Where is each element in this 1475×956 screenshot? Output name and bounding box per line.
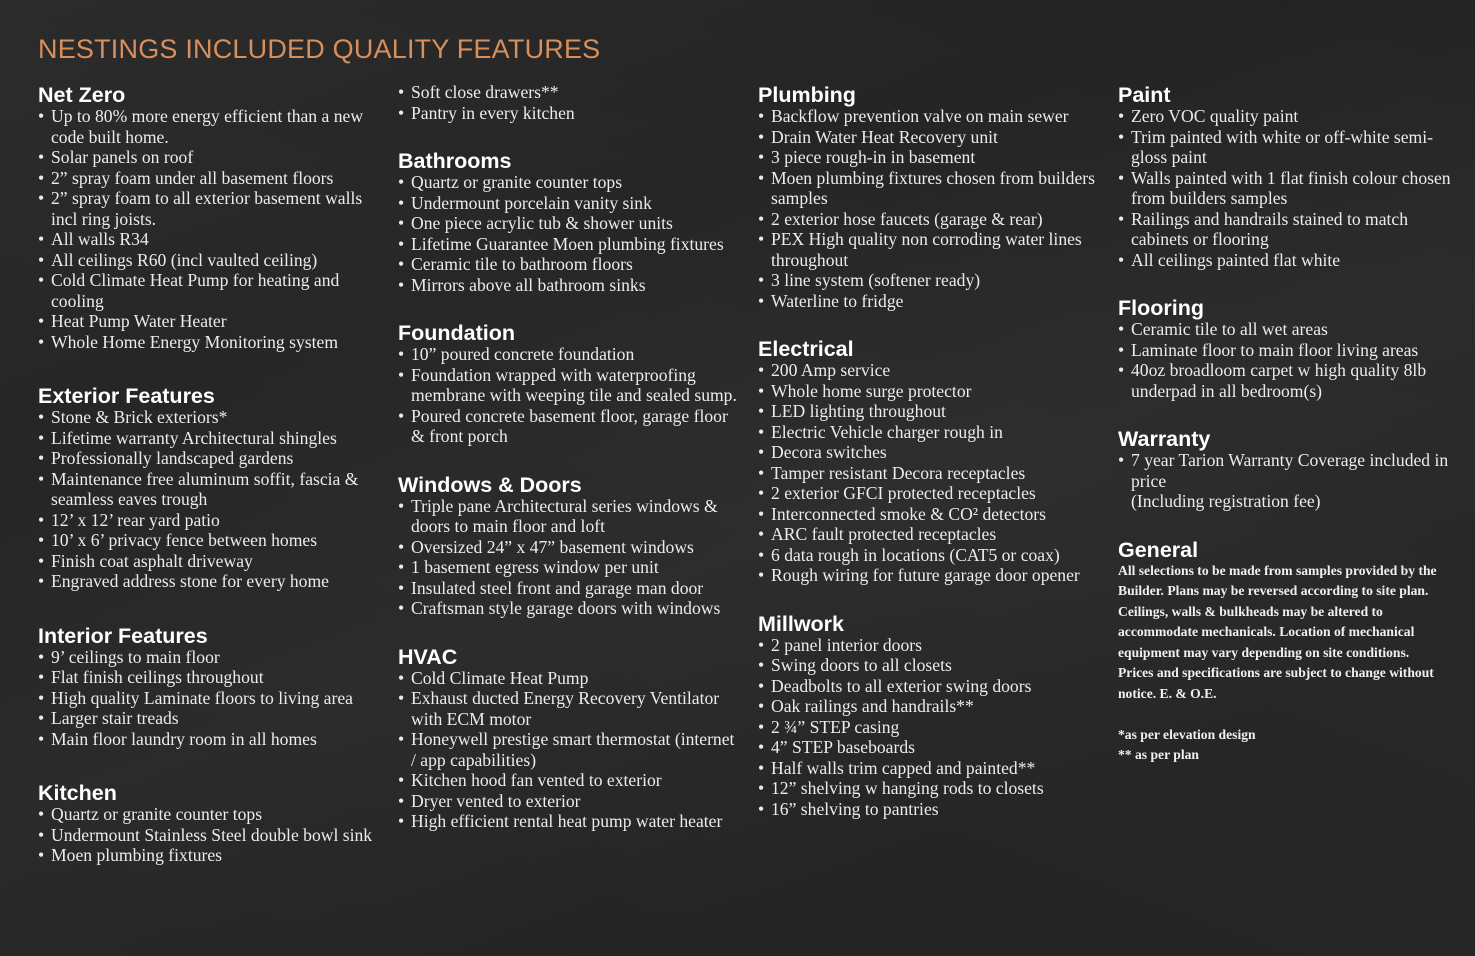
section-windows-doors xyxy=(398,470,743,619)
feature-item: • Decora switches xyxy=(758,442,1103,463)
general-disclaimer: All selections to be made from samples provided by the Builder. Plans may be reversed according to site plan. Ceilings, walls & bulkheads may be altered to accommodate mechanicals. Location of mechanical equipment may vary depending on site conditions. Prices and specifications are subject to change without notice. E. & O.E. xyxy=(1118,562,1437,702)
feature-item: • Undermount Stainless Steel double bowl sink xyxy=(38,825,378,846)
section-heading: General xyxy=(1118,537,1199,562)
feature-item: • Half walls trim capped and painted** xyxy=(758,758,1103,779)
feature-item: • Zero VOC quality paint xyxy=(1118,106,1458,127)
feature-item: • 1 basement egress window per unit xyxy=(398,557,743,578)
feature-item: • Railings and handrails stained to match cabinets or flooring xyxy=(1118,209,1458,250)
feature-list xyxy=(38,804,378,866)
feature-item: • Lifetime Guarantee Moen plumbing fixtures xyxy=(398,234,743,255)
section-hvac xyxy=(398,642,743,832)
feature-item: • 3 piece rough-in in basement xyxy=(758,147,1103,168)
feature-item: • 2 panel interior doors xyxy=(758,635,1103,656)
feature-item: • Whole home surge protector xyxy=(758,381,1103,402)
feature-list xyxy=(38,106,378,352)
feature-item: • Deadbolts to all exterior swing doors xyxy=(758,676,1103,697)
feature-list xyxy=(398,344,743,447)
section-flooring xyxy=(1118,293,1458,401)
section-kitchen-continued xyxy=(398,82,743,123)
feature-item: • Maintenance free aluminum soffit, fascia & seamless eaves trough xyxy=(38,469,378,510)
feature-item: • Professionally landscaped gardens xyxy=(38,448,378,469)
feature-item: • 2” spray foam under all basement floors xyxy=(38,168,378,189)
feature-item: • One piece acrylic tub & shower units xyxy=(398,213,743,234)
feature-item: • 6 data rough in locations (CAT5 or coax) xyxy=(758,545,1103,566)
section-heading: Electrical xyxy=(758,337,854,361)
section-heading: Millwork xyxy=(758,611,845,636)
section-heading: Interior Features xyxy=(38,623,208,648)
feature-item: • 9’ ceilings to main floor xyxy=(38,647,378,668)
section-heading: Paint xyxy=(1118,83,1171,107)
section-heading: Flooring xyxy=(1118,296,1204,320)
feature-item: • 3 line system (softener ready) xyxy=(758,270,1103,291)
feature-item: • All ceilings painted flat white xyxy=(1118,250,1458,271)
feature-list xyxy=(758,635,1103,820)
feature-list xyxy=(38,647,378,750)
feature-item: • Poured concrete basement floor, garage floor & front porch xyxy=(398,406,743,447)
feature-item: • Honeywell prestige smart thermostat (internet / app capabilities) xyxy=(398,729,743,770)
feature-item: • 12’ x 12’ rear yard patio xyxy=(38,510,378,531)
feature-item: • Interconnected smoke & CO² detectors xyxy=(758,504,1103,525)
feature-item: • Laminate floor to main floor living areas xyxy=(1118,340,1458,361)
feature-item: • Whole Home Energy Monitoring system xyxy=(38,332,378,353)
feature-item: • Larger stair treads xyxy=(38,708,378,729)
feature-item: • 2 exterior GFCI protected receptacles xyxy=(758,483,1103,504)
column-2 xyxy=(398,82,743,832)
feature-item: • 4” STEP baseboards xyxy=(758,737,1103,758)
feature-item: • Foundation wrapped with waterproofing membrane with weeping tile and sealed sump. xyxy=(398,365,743,406)
feature-item: • Drain Water Heat Recovery unit xyxy=(758,127,1103,148)
feature-item: • Solar panels on roof xyxy=(38,147,378,168)
section-plumbing xyxy=(758,80,1103,311)
feature-item: • Ceramic tile to bathroom floors xyxy=(398,254,743,275)
feature-list xyxy=(758,360,1103,586)
feature-item: • Soft close drawers** xyxy=(398,82,743,103)
feature-item: • Walls painted with 1 flat finish colour chosen from builders samples xyxy=(1118,168,1458,209)
feature-item: • High efficient rental heat pump water heater xyxy=(398,811,743,832)
section-paint xyxy=(1118,80,1458,270)
section-general xyxy=(1118,535,1458,766)
section-kitchen xyxy=(38,778,378,866)
section-interior-features xyxy=(38,621,378,750)
section-bathrooms xyxy=(398,146,743,295)
feature-item: • Stone & Brick exteriors* xyxy=(38,407,378,428)
feature-item: • Moen plumbing fixtures chosen from builders samples xyxy=(758,168,1103,209)
feature-item: • Main floor laundry room in all homes xyxy=(38,729,378,750)
feature-list xyxy=(398,496,743,619)
feature-item: • Undermount porcelain vanity sink xyxy=(398,193,743,214)
feature-list xyxy=(758,106,1103,311)
feature-item: • Up to 80% more energy efficient than a new code built home. xyxy=(38,106,378,147)
feature-item: • 10’ x 6’ privacy fence between homes xyxy=(38,530,378,551)
feature-item: • 10” poured concrete foundation xyxy=(398,344,743,365)
warranty-note: (Including registration fee) xyxy=(1131,491,1321,511)
feature-list xyxy=(398,82,743,123)
footnote-elevation: *as per elevation design xyxy=(1118,726,1256,742)
feature-item: • Insulated steel front and garage man door xyxy=(398,578,743,599)
feature-list xyxy=(1118,319,1458,401)
feature-item: • Quartz or granite counter tops xyxy=(38,804,378,825)
feature-item: • 12” shelving w hanging rods to closets xyxy=(758,778,1103,799)
feature-item: • Quartz or granite counter tops xyxy=(398,172,743,193)
feature-item: • Triple pane Architectural series windows & doors to main floor and loft xyxy=(398,496,743,537)
feature-item: • LED lighting throughout xyxy=(758,401,1103,422)
feature-item: • Trim painted with white or off-white semi-gloss paint xyxy=(1118,127,1458,168)
feature-item: • 2” spray foam to all exterior basement walls incl ring joists. xyxy=(38,188,378,229)
feature-item: • PEX High quality non corroding water lines throughout xyxy=(758,229,1103,270)
feature-item: • 40oz broadloom carpet w high quality 8lb underpad in all bedroom(s) xyxy=(1118,360,1458,401)
feature-item: • Backflow prevention valve on main sewer xyxy=(758,106,1103,127)
column-4 xyxy=(1118,80,1458,766)
feature-item: • 16” shelving to pantries xyxy=(758,799,1103,820)
feature-item: • Electric Vehicle charger rough in xyxy=(758,422,1103,443)
column-3 xyxy=(758,80,1103,819)
feature-item: • Craftsman style garage doors with windows xyxy=(398,598,743,619)
feature-item: • High quality Laminate floors to living area xyxy=(38,688,378,709)
section-heading: Windows & Doors xyxy=(398,472,582,497)
column-1 xyxy=(38,80,378,866)
feature-item: • 200 Amp service xyxy=(758,360,1103,381)
page-title: NESTINGS INCLUDED QUALITY FEATURES xyxy=(38,34,601,64)
feature-item: • Pantry in every kitchen xyxy=(398,103,743,124)
feature-item: • Cold Climate Heat Pump xyxy=(398,668,743,689)
feature-item: • Finish coat asphalt driveway xyxy=(38,551,378,572)
section-warranty xyxy=(1118,424,1458,512)
section-heading: Bathrooms xyxy=(398,149,512,173)
section-heading: Exterior Features xyxy=(38,384,215,408)
section-foundation xyxy=(398,318,743,447)
feature-item: • 2 ¾” STEP casing xyxy=(758,717,1103,738)
section-exterior-features xyxy=(38,381,378,592)
feature-item: • Heat Pump Water Heater xyxy=(38,311,378,332)
section-electrical xyxy=(758,334,1103,586)
feature-item: • Flat finish ceilings throughout xyxy=(38,667,378,688)
feature-item: • Ceramic tile to all wet areas xyxy=(1118,319,1458,340)
feature-item: • Kitchen hood fan vented to exterior xyxy=(398,770,743,791)
feature-item: • Lifetime warranty Architectural shingles xyxy=(38,428,378,449)
section-heading: Foundation xyxy=(398,321,516,345)
section-millwork xyxy=(758,609,1103,820)
feature-list xyxy=(1118,106,1458,270)
feature-item: • 2 exterior hose faucets (garage & rear) xyxy=(758,209,1103,230)
feature-list xyxy=(38,407,378,592)
feature-list xyxy=(398,668,743,832)
feature-list xyxy=(398,172,743,295)
feature-item: • All walls R34 xyxy=(38,229,378,250)
feature-list xyxy=(1118,450,1458,491)
feature-item: • Swing doors to all closets xyxy=(758,655,1103,676)
section-heading: Kitchen xyxy=(38,781,117,805)
feature-item: • Mirrors above all bathroom sinks xyxy=(398,275,743,296)
feature-item: • Oak railings and handrails** xyxy=(758,696,1103,717)
footnote-plan: ** as per plan xyxy=(1118,747,1199,763)
section-net-zero xyxy=(38,80,378,352)
feature-item: • Oversized 24” x 47” basement windows xyxy=(398,537,743,558)
feature-item: • Tamper resistant Decora receptacles xyxy=(758,463,1103,484)
feature-item: • Moen plumbing fixtures xyxy=(38,845,378,866)
section-heading: Net Zero xyxy=(38,83,126,107)
section-heading: HVAC xyxy=(398,644,458,669)
section-heading: Warranty xyxy=(1118,427,1211,451)
feature-item: • 7 year Tarion Warranty Coverage included in price xyxy=(1118,450,1458,491)
feature-item: • Dryer vented to exterior xyxy=(398,791,743,812)
section-heading: Plumbing xyxy=(758,83,856,107)
feature-item: • Cold Climate Heat Pump for heating and cooling xyxy=(38,270,378,311)
feature-item: • Rough wiring for future garage door opener xyxy=(758,565,1103,586)
feature-item: • Exhaust ducted Energy Recovery Ventilator with ECM motor xyxy=(398,688,743,729)
feature-item: • ARC fault protected receptacles xyxy=(758,524,1103,545)
feature-item: • Waterline to fridge xyxy=(758,291,1103,312)
feature-item: • All ceilings R60 (incl vaulted ceiling) xyxy=(38,250,378,271)
feature-item: • Engraved address stone for every home xyxy=(38,571,378,592)
